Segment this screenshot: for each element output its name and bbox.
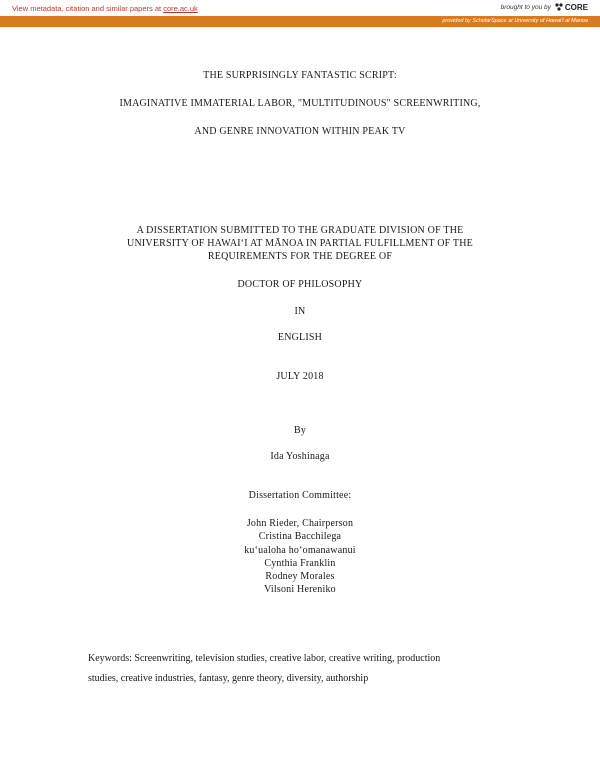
in-word: IN [294,306,306,317]
committee-member: Cristina Bacchilega [258,531,342,543]
keywords-line-2: studies, creative industries, fantasy, genre theory, diversity, authorship [88,673,369,684]
title-line-2: IMAGINATIVE IMMATERIAL LABOR, "MULTITUDINOUS" SCREENWRITING, [119,98,481,109]
committee-list [0,517,600,597]
core-label: CORE [564,2,588,12]
provider-text: provided by ScholarSpace at University of Hawai'i at Manoa [442,18,588,24]
committee-member: Cynthia Franklin [264,557,336,569]
keywords-line-1: Keywords: Screenwriting, television studies, creative labor, creative writing, production [88,653,441,664]
degree: DOCTOR OF PHILOSOPHY [237,279,363,290]
submission-line-2: UNIVERSITY OF HAWAI‘I AT MĀNOA IN PARTIAL FULFILLMENT OF THE [127,238,473,249]
field: ENGLISH [277,332,323,343]
by-label: By [293,425,307,436]
submission-line-3: REQUIREMENTS FOR THE DEGREE OF [207,251,393,262]
core-logo-icon [554,2,564,12]
provider-bar [0,16,600,27]
submission-line-1: A DISSERTATION SUBMITTED TO THE GRADUATE DIVISION OF THE [136,225,464,236]
core-link[interactable]: core.ac.uk [163,4,198,13]
core-banner [0,0,600,16]
date: JULY 2018 [276,371,324,382]
brought-text: brought to you by [500,3,551,11]
submission-statement [0,224,600,263]
brought-by [501,2,588,12]
title-line-1: THE SURPRISINGLY FANTASTIC SCRIPT: [203,70,397,81]
committee-member: ku‘ualoha ho‘omanawanui [244,544,356,556]
committee-label: Dissertation Committee: [248,490,352,501]
committee-member: Rodney Morales [265,571,335,583]
committee-member: Vilsoni Hereniko [264,584,336,596]
keywords [88,649,508,689]
committee-member: John Rieder, Chairperson [246,518,354,529]
title-line-3: AND GENRE INNOVATION WITHIN PEAK TV [194,126,406,137]
metadata-text: View metadata, citation and similar papers at [12,4,164,13]
core-logo[interactable] [554,2,588,12]
author: Ida Yoshinaga [270,451,330,462]
metadata-notice [12,4,198,13]
